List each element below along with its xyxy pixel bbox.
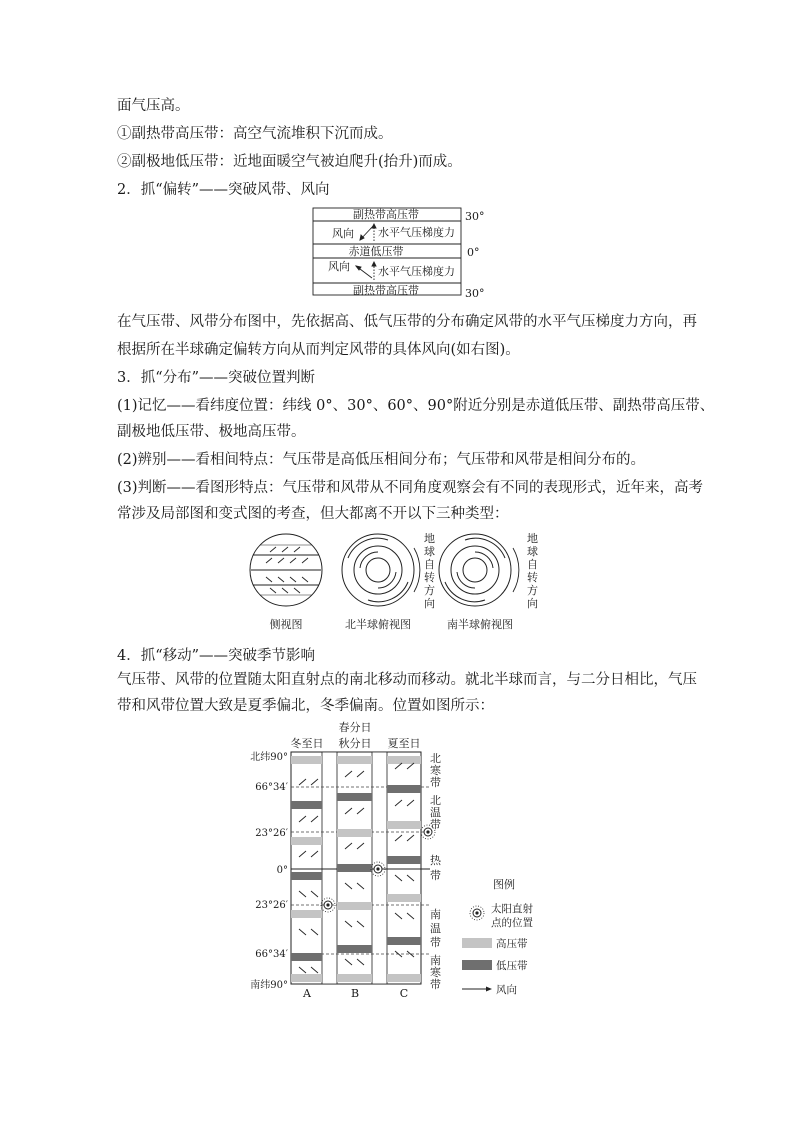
side-view-arrows-row4 bbox=[270, 588, 300, 593]
wind-arrow-a-4-0 bbox=[299, 929, 306, 935]
lat-label-n90: 北纬90° bbox=[250, 752, 288, 763]
wind-arrow-c-2-0 bbox=[395, 835, 402, 841]
legend-title: 图例 bbox=[493, 878, 515, 891]
wind-arrow-b-4-1 bbox=[357, 921, 364, 927]
zone-tropic-2: 带 bbox=[430, 869, 441, 882]
zone-south-temperate-2: 温 bbox=[430, 922, 441, 935]
legend-low-swatch bbox=[462, 960, 492, 970]
fig1-wind-label-upper: 风向 bbox=[332, 227, 354, 240]
band-a-4 bbox=[291, 910, 322, 918]
band-b-4 bbox=[337, 902, 372, 910]
band-a-3 bbox=[291, 872, 322, 880]
section-heading-3: 3．抓“分布”——突破位置判断 bbox=[117, 370, 316, 386]
header-equinox-1: 春分日 bbox=[338, 721, 372, 734]
text-line-6: 根据所在半球确定偏转方向从而判定风带的具体风向(如右图)。 bbox=[117, 342, 520, 358]
band-b-6 bbox=[337, 974, 372, 982]
wind-arrow-b-5-1 bbox=[357, 959, 364, 965]
wind-arrow-a-4-1 bbox=[311, 929, 318, 935]
header-equinox-2: 秋分日 bbox=[338, 737, 372, 750]
lat-label-0: 0° bbox=[276, 865, 288, 876]
wind-arrow-c-1-1 bbox=[407, 800, 414, 806]
side-view-arrows-row1 bbox=[270, 547, 300, 552]
wind-arrow-b-1-1 bbox=[357, 808, 364, 814]
south-rotation-arrow bbox=[513, 548, 519, 592]
wind-arrow-a-1-1 bbox=[311, 816, 318, 822]
wind-arrow-c-4-0 bbox=[395, 913, 402, 919]
header-summer: 夏至日 bbox=[387, 737, 421, 750]
wind-arrow-a-5-0 bbox=[299, 967, 306, 973]
rot-north-6: 向 bbox=[424, 597, 435, 610]
rot-north-2: 球 bbox=[424, 545, 435, 558]
zone-north-temperate-3: 带 bbox=[430, 818, 441, 831]
legend-sun-icon bbox=[470, 906, 484, 920]
wind-arrow-c-4-1 bbox=[407, 913, 414, 919]
zone-north-frigid-1: 北 bbox=[430, 752, 441, 765]
north-rotation-arrow bbox=[414, 548, 420, 592]
wind-arrow-a-2-1 bbox=[311, 851, 318, 857]
fig1-force-label-lower: 水平气压梯度力 bbox=[378, 265, 455, 278]
legend-sun-line1: 太阳直射 bbox=[491, 903, 533, 915]
north-top-view-globe bbox=[342, 534, 414, 606]
side-view-globe bbox=[250, 534, 322, 606]
wind-arrow-c-3-1 bbox=[407, 875, 414, 881]
text-line-8: (1)记忆——看纬度位置：纬线 0°、30°、60°、90°附近分别是赤道低压带、副热带高压带、 bbox=[117, 398, 715, 414]
band-a-0 bbox=[291, 756, 322, 764]
wind-arrow-a-5-1 bbox=[311, 967, 318, 973]
wind-arrow-a-0-1 bbox=[311, 779, 318, 785]
band-c-3 bbox=[387, 856, 421, 864]
band-a-5 bbox=[291, 953, 322, 961]
band-a-6 bbox=[291, 974, 322, 982]
wind-arrow-a-3-1 bbox=[311, 891, 318, 897]
text-line-15: 带和风带位置大致是夏季偏北，冬季偏南。位置如图所示： bbox=[117, 698, 494, 714]
col-letter-b: B bbox=[350, 987, 360, 1000]
section-heading-4: 4．抓“移动”——突破季节影响 bbox=[117, 648, 316, 664]
wind-arrow-b-2-1 bbox=[357, 843, 364, 849]
legend-high-label: 高压带 bbox=[496, 938, 528, 950]
text-line-14: 气压带、风带的位置随太阳直射点的南北移动而移动。就北半球而言，与二分日相比，气压 bbox=[117, 672, 697, 688]
zone-north-frigid-3: 带 bbox=[430, 776, 441, 789]
fig1-bottom-band-label: 副热带高压带 bbox=[353, 284, 419, 297]
rot-south-5: 方 bbox=[527, 584, 538, 597]
lat-label-s23: 23°26′ bbox=[255, 900, 288, 911]
rot-north-3: 自 bbox=[424, 558, 435, 571]
fig1-lat-top: 30° bbox=[465, 210, 485, 223]
band-c-6 bbox=[387, 974, 421, 982]
wind-arrow-b-1-0 bbox=[345, 808, 352, 814]
band-b-3 bbox=[337, 864, 372, 872]
rot-south-6: 向 bbox=[527, 597, 538, 610]
caption-north-view: 北半球俯视图 bbox=[345, 618, 411, 631]
side-view-arrows-row3 bbox=[266, 577, 308, 582]
band-b-1 bbox=[337, 793, 372, 801]
wind-arrow-a-3-0 bbox=[299, 891, 306, 897]
section-heading-2: 2．抓“偏转”——突破风带、风向 bbox=[117, 182, 330, 198]
fig1-lat-bottom: 30° bbox=[465, 287, 485, 300]
caption-side-view: 侧视图 bbox=[269, 618, 303, 631]
zone-south-temperate-1: 南 bbox=[430, 908, 441, 921]
text-line-3: ②副极地低压带：近地面暖空气被迫爬升(抬升)而成。 bbox=[117, 154, 462, 170]
band-c-1 bbox=[387, 785, 421, 793]
rot-north-1: 地 bbox=[424, 532, 435, 545]
text-line-2: ①副热带高压带：高空气流堆积下沉而成。 bbox=[117, 126, 393, 142]
zone-north-temperate-2: 温 bbox=[430, 806, 441, 819]
band-c-0 bbox=[387, 756, 421, 764]
zone-south-frigid-2: 寒 bbox=[430, 966, 441, 979]
wind-belt-views-diagram bbox=[248, 528, 548, 636]
band-b-0 bbox=[337, 756, 372, 764]
pressure-belt-deflection-diagram bbox=[310, 203, 490, 301]
text-line-10: (2)辨别——看相间特点：气压带是高低压相间分布；气压带和风带是相间分布的。 bbox=[117, 452, 646, 468]
wind-arrow-a-2-0 bbox=[299, 851, 306, 857]
legend-low-label: 低压带 bbox=[496, 960, 528, 972]
wind-arrow-a-1-0 bbox=[299, 816, 306, 822]
rot-south-1: 地 bbox=[527, 532, 538, 545]
caption-south-view: 南半球俯视图 bbox=[447, 618, 513, 631]
fig1-lat-mid: 0° bbox=[467, 246, 480, 259]
text-line-12: 常涉及局部图和变式图的考查，但大都离不开以下三种类型： bbox=[117, 506, 509, 522]
wind-arrow-a-0-0 bbox=[299, 779, 306, 785]
wind-arrow-b-0-0 bbox=[345, 771, 352, 777]
wind-arrow-b-5-0 bbox=[345, 959, 352, 965]
seasonal-shift-diagram bbox=[240, 716, 550, 1002]
zone-north-temperate-1: 北 bbox=[430, 794, 441, 807]
wind-arrow-b-0-1 bbox=[357, 771, 364, 777]
lat-label-s90: 南纬90° bbox=[250, 980, 288, 991]
lat-label-s66: 66°34′ bbox=[255, 949, 288, 960]
south-top-view-globe bbox=[439, 534, 511, 606]
fig1-mid-band-label: 赤道低压带 bbox=[348, 245, 404, 258]
text-line-11: (3)判断——看图形特点：气压带和风带从不同角度观察会有不同的表现形式，近年来，高考 bbox=[117, 480, 704, 496]
header-winter: 冬至日 bbox=[290, 737, 324, 750]
band-c-2 bbox=[387, 821, 421, 829]
rot-south-2: 球 bbox=[527, 545, 538, 558]
wind-arrow-c-2-1 bbox=[407, 835, 414, 841]
legend bbox=[462, 877, 533, 996]
rot-north-5: 方 bbox=[424, 584, 435, 597]
legend-sun-line2: 点的位置 bbox=[491, 917, 533, 929]
wind-arrow-c-1-0 bbox=[395, 800, 402, 806]
text-line-1: 面气压高。 bbox=[117, 98, 190, 114]
wind-arrow-b-4-0 bbox=[345, 921, 352, 927]
zone-south-frigid-1: 南 bbox=[430, 954, 441, 967]
wind-arrow-b-3-1 bbox=[357, 883, 364, 889]
wind-arrow-b-3-0 bbox=[345, 883, 352, 889]
wind-arrow-c-3-0 bbox=[395, 875, 402, 881]
rot-south-3: 自 bbox=[527, 558, 538, 571]
rot-north-4: 转 bbox=[424, 571, 435, 584]
rot-south-4: 转 bbox=[527, 571, 538, 584]
zone-tropic-1: 热 bbox=[430, 854, 441, 867]
fig1-wind-label-lower: 风向 bbox=[328, 260, 350, 273]
zone-south-frigid-3: 带 bbox=[430, 978, 441, 991]
zone-south-temperate-3: 带 bbox=[430, 936, 441, 949]
side-view-arrows-row2 bbox=[266, 558, 308, 563]
band-c-4 bbox=[387, 894, 421, 902]
wind-arrow-b-2-0 bbox=[345, 843, 352, 849]
band-b-5 bbox=[337, 945, 372, 953]
legend-high-swatch bbox=[462, 938, 492, 948]
lat-label-n66: 66°34′ bbox=[255, 782, 288, 793]
zone-north-frigid-2: 寒 bbox=[430, 764, 441, 777]
band-a-1 bbox=[291, 801, 322, 809]
lat-label-n23: 23°26′ bbox=[255, 828, 288, 839]
band-a-2 bbox=[291, 837, 322, 845]
fig1-top-band-label: 副热带高压带 bbox=[353, 208, 419, 221]
band-b-2 bbox=[337, 829, 372, 837]
text-line-9: 副极地低压带、极地高压带。 bbox=[117, 424, 306, 440]
legend-wind-label: 风向 bbox=[496, 984, 517, 996]
text-line-5: 在气压带、风带分布图中，先依据高、低气压带的分布确定风带的水平气压梯度力方向，再 bbox=[117, 314, 697, 330]
fig1-force-label-upper: 水平气压梯度力 bbox=[378, 226, 455, 239]
band-c-5 bbox=[387, 937, 421, 945]
col-letter-a: A bbox=[303, 987, 311, 1000]
col-letter-c: C bbox=[399, 987, 409, 1000]
